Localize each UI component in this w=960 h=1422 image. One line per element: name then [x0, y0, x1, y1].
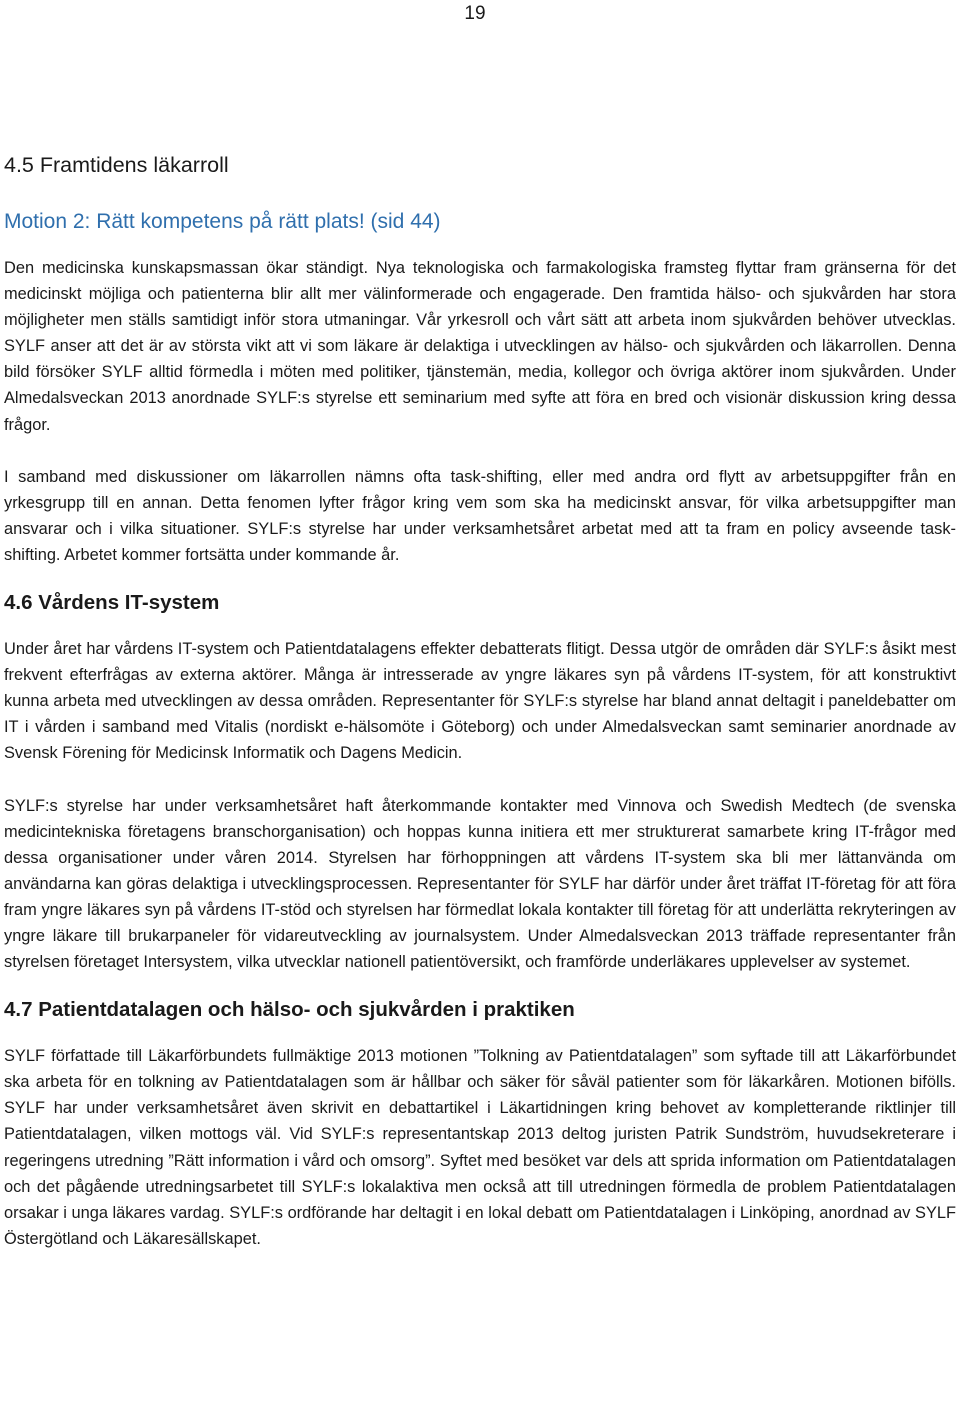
- paragraph-4-5-2: I samband med diskussioner om läkarrollen nämns ofta task-shifting, eller med andra ord flytt av arbetsuppgifter från en yrkesgrupp till en annan. Detta fenomen lyfter frågor kring vem som ska ha medicinskt ansvar, för vilka arbetsuppgifter man ansvarar och i vilka situationer. SYLF:s styrelse har under verksamhetsåret arbetat med att ta fram en policy avseende task-shifting. Arbetet kommer fortsätta under kommande år.: [4, 467, 956, 564]
- paragraph-4-6-2: SYLF:s styrelse har under verksamhetsåret haft återkommande kontakter med Vinnova och Swedish Medtech (de svenska medicintekniska företagens branschorganisation) och hoppas kunna initiera ett mer strukturerat samarbete kring IT-frågor med dessa organisationer under våren 2014. Styrelsen har förhoppningen att vårdens IT-system ska bli mer lättanvända om användarna kan göras delaktiga i utvecklingsprocessen. Representanter för SYLF har därför under året träffat IT-företag för att föra fram yngre läkares syn på vårdens IT-stöd och styrelsen har förmedlat lokala kontakter till företag för att underlätta rekryteringen av yngre läkare till brukarpaneler för vidareutveckling av journalsystem. Under Almedalsveckan 2013 träffade representanter från styrelsen företaget Intersystem, vilka utvecklar nationell patientöversikt, och framförde underläkares upplevelser av systemet.: [4, 796, 956, 972]
- paragraph-4-5-1: Den medicinska kunskapsmassan ökar ständigt. Nya teknologiska och farmakologiska framsteg flyttar fram gränserna för det medicinskt möjliga och patienterna blir allt mer välinformerade och engagerade. Den framtida hälso- och sjukvården har stora möjligheter men ställs samtidigt inför stora utmaningar. Vår yrkesroll och vårt sätt att arbeta inom sjukvården behöver utvecklas. SYLF anser att det är av största vikt att vi som läkare är delaktiga i utvecklingen av hälso- och sjukvården och läkarrollen. Denna bild försöker SYLF alltid förmedla i möten med politiker, tjänstemän, media, kollegor och övriga aktörer inom sjukvården. Under Almedalsveckan 2013 anordnade SYLF:s styrelse ett seminarium med syfte att föra en bred och visionär diskussion kring dessa frågor.: [4, 259, 956, 434]
- section-heading-4-5: 4.5 Framtidens läkarroll: [4, 153, 229, 177]
- section-heading-4-6: 4.6 Vårdens IT-system: [4, 591, 220, 615]
- paragraph-4-6-1: Under året har vårdens IT-system och Patientdatalagens effekter debatterats flitigt. Dessa utgör de områden där SYLF:s åsikt mest frekvent efterfrågas av externa aktörer. Många är intresserade av yngre läkares syn på vårdens IT-system, för att konstruktivt kunna arbeta med utvecklingen av dessa områden. Representanter för SYLF:s styrelse har bland annat deltagit i paneldebatter om IT i vården i samband med Vitalis (nordiskt e-hälsomöte i Göteborg) och under Almedalsveckan samt seminarier anordnade av Svensk Förening för Medicinsk Informatik och Dagens Medicin.: [4, 640, 956, 763]
- paragraph-4-7-1: SYLF författade till Läkarförbundets fullmäktige 2013 motionen ”Tolkning av Patientdatalagen” som syftade till att Läkarförbundet ska arbeta för en tolkning av Patientdatalagen som är hållbar och säker för såväl patienter som för läkarkåren. Motionen bifölls. SYLF har under verksamhetsåret även skrivit en debattartikel i Läkartidningen kring behovet av kompletterande riktlinjer till Patientdatalagen, vilken mottogs väl. Vid SYLF:s representantskap 2013 deltog juristen Patrik Sundström, huvudsekreterare i regeringens utredning ”Rätt information i vård och omsorg”. Syftet med besöket var dels att sprida information om Patientdatalagen och det pågående utredningsarbetet till SYLF:s lokalaktiva men också att till utredningen förmedla de problem Patientdatalagen orsakar i unga läkares vardag. SYLF:s ordförande har deltagit i en lokal debatt om Patientdatalagen i Linköping, anordnad av SYLF Östergötland och Läkaresällskapet.: [4, 1047, 956, 1248]
- page-number: 19: [464, 3, 486, 24]
- motion-heading: Motion 2: Rätt kompetens på rätt plats! (sid 44): [4, 210, 441, 233]
- page-content: [4, 150, 956, 1252]
- section-heading-4-7: 4.7 Patientdatalagen och hälso- och sjukvården i praktiken: [4, 998, 575, 1022]
